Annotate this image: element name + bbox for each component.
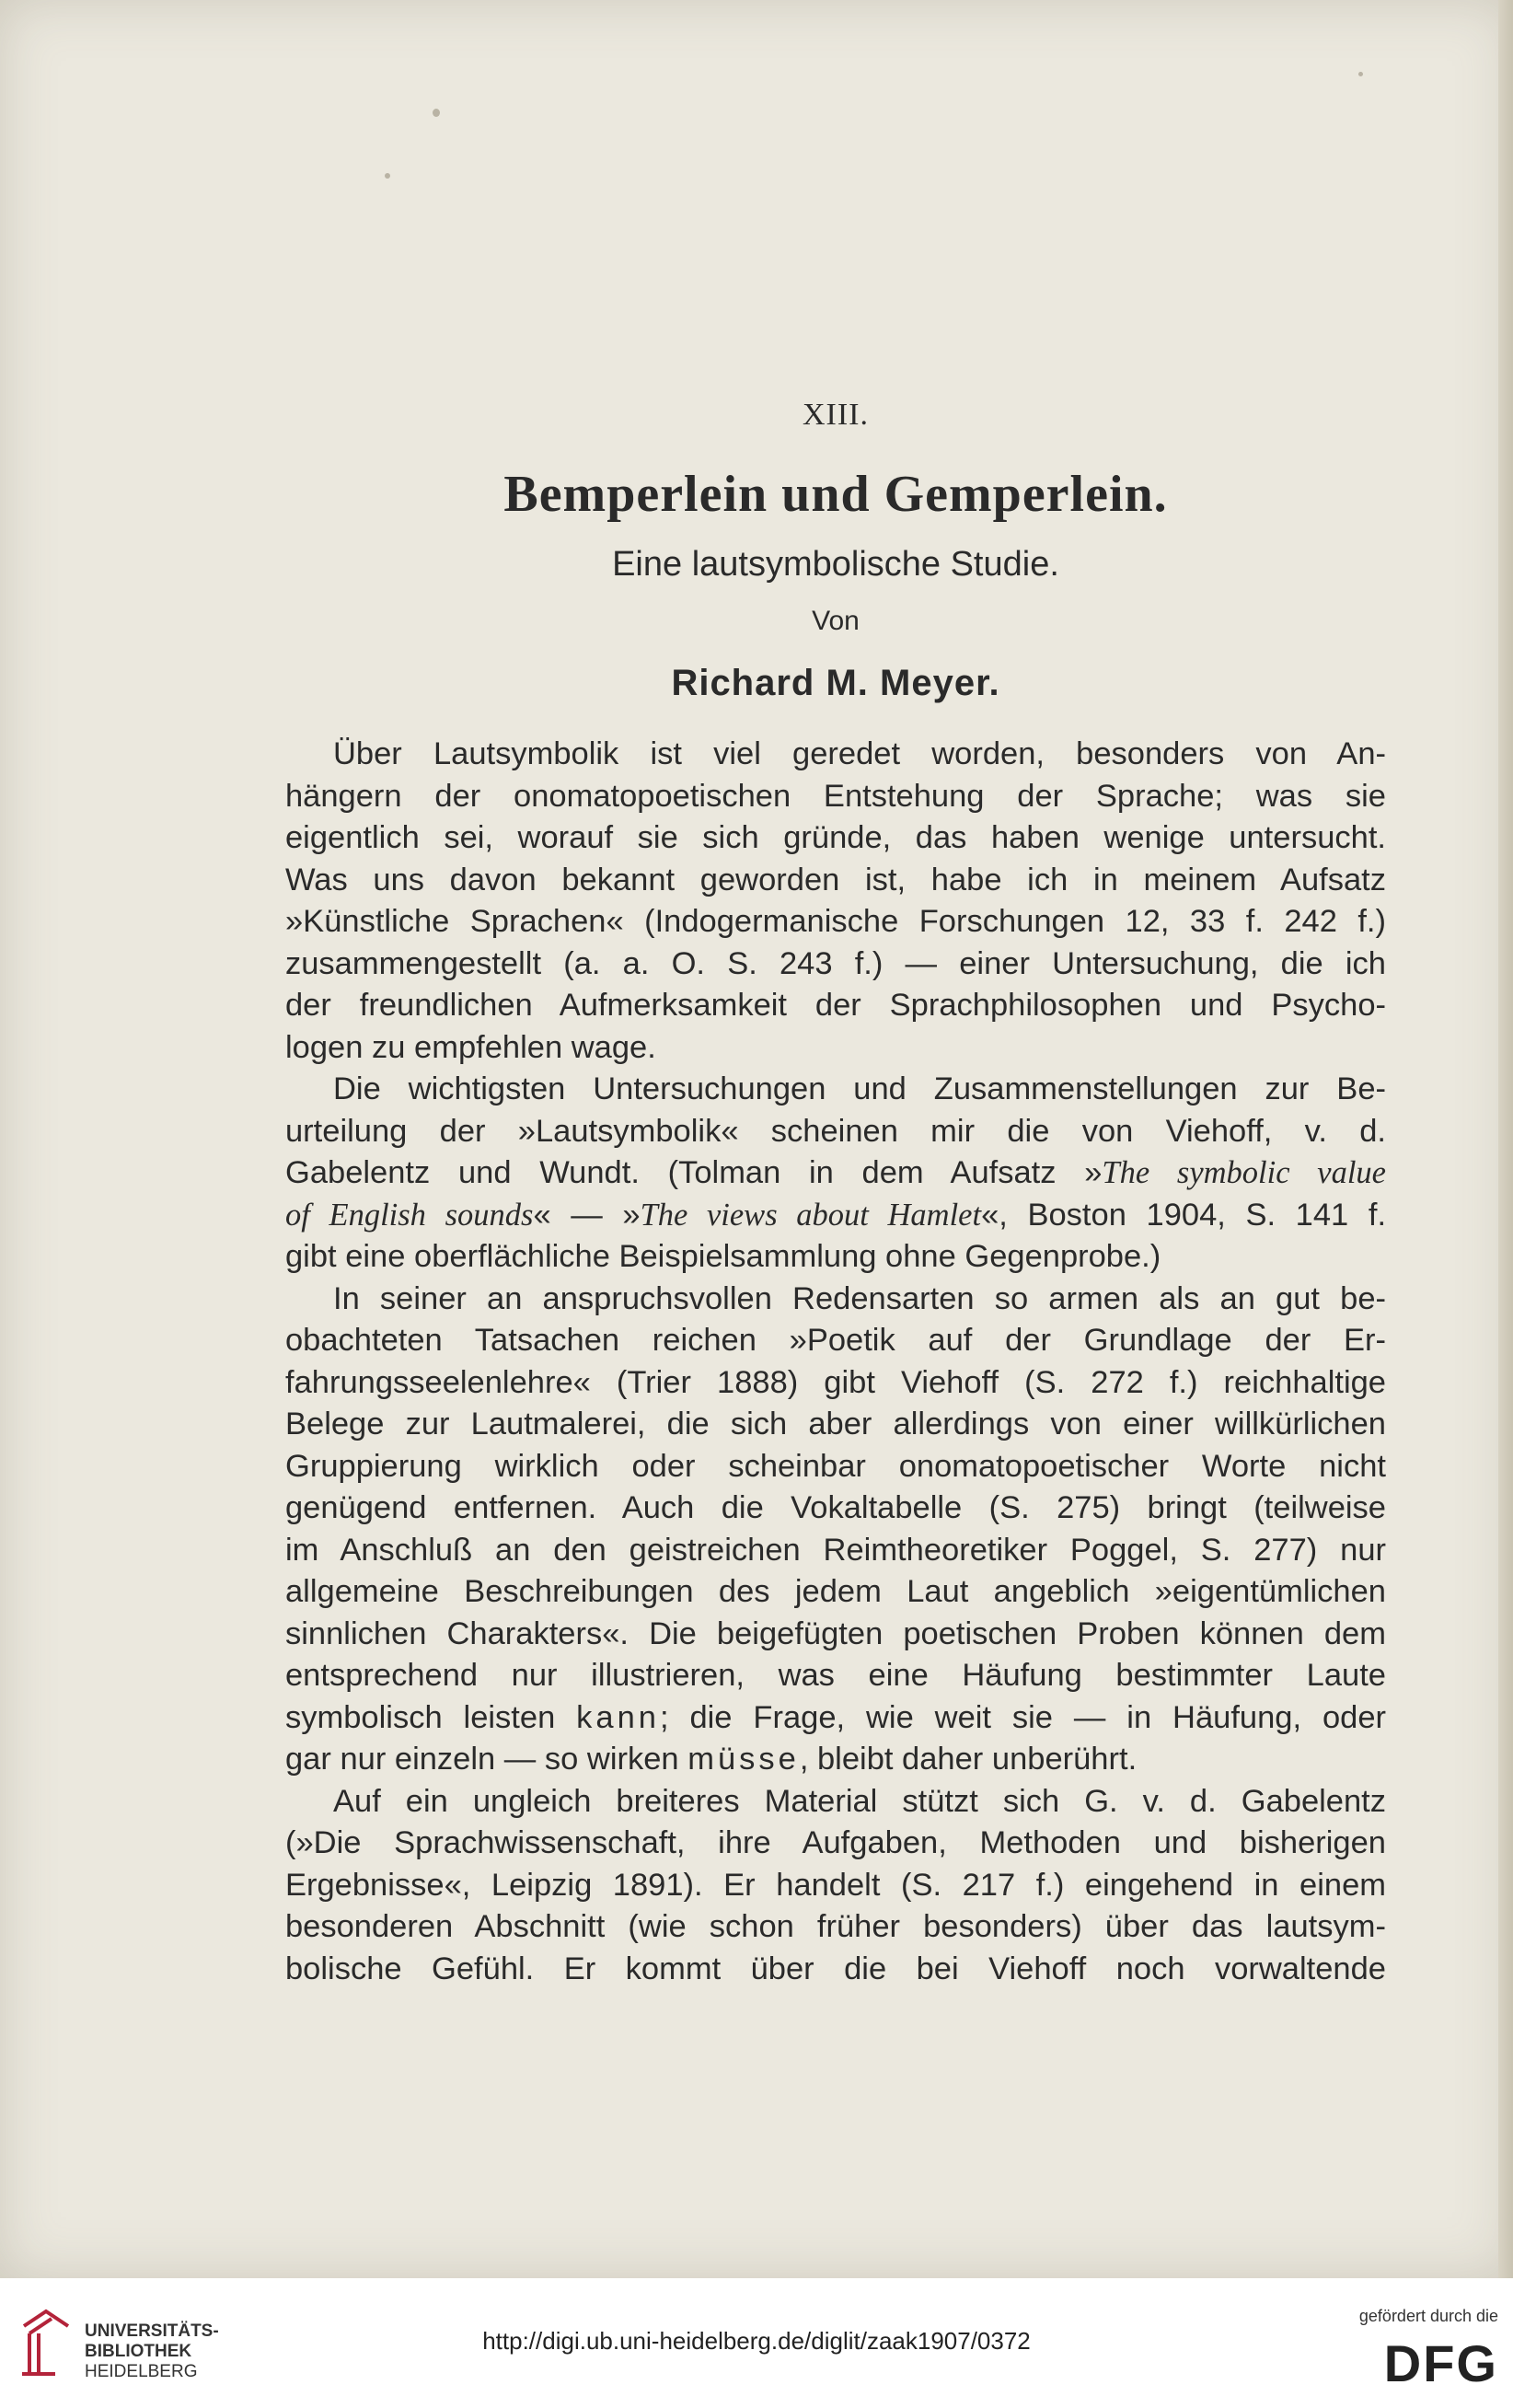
chapter-number: XIII. bbox=[802, 398, 870, 432]
body-line: gar nur einzeln — so wirken müsse, bleibt daher unberührt. bbox=[285, 1742, 1138, 1777]
body-line: symbolisch leisten kann; die Frage, wie weit sie — in Häufung, oder bbox=[285, 1699, 1386, 1735]
italic-title: The views about Hamlet bbox=[640, 1197, 982, 1233]
author-name: Richard M. Meyer. bbox=[671, 663, 1000, 703]
body-line: allgemeine Beschreibungen des jedem Laut angeblich »eigentümlichen bbox=[285, 1574, 1386, 1609]
italic-title: The symbolic value bbox=[1102, 1155, 1386, 1190]
body-line: of English sounds« — »The views about Hamlet«, Boston 1904, S. 141 f. bbox=[285, 1197, 1386, 1233]
library-name-line3: HEIDELBERG bbox=[85, 2362, 198, 2381]
body-line: sinnlichen Charakters«. Die beigefügten poetischen Proben können dem bbox=[285, 1615, 1386, 1651]
body-line: Belege zur Lautmalerei, die sich aber allerdings von einer willkürlichen bbox=[285, 1407, 1386, 1441]
body-line: »Künstliche Sprachen« (Indogermanische Forschungen 12, 33 f. 242 f.) bbox=[285, 904, 1386, 939]
body-line: zusammengestellt (a. a. O. S. 243 f.) — einer Untersuchung, die ich bbox=[285, 945, 1386, 981]
body-text bbox=[285, 734, 1386, 1990]
body-line: Gabelentz und Wundt. (Tolman in dem Aufsatz »The symbolic value bbox=[285, 1155, 1386, 1190]
body-line: obachteten Tatsachen reichen »Poetik auf der Grundlage der Er- bbox=[285, 1323, 1386, 1358]
body-line: fahrungsseelenlehre« (Trier 1888) gibt Viehoff (S. 272 f.) reichhaltige bbox=[285, 1364, 1386, 1400]
article-subtitle: Eine lautsymbolische Studie. bbox=[612, 545, 1059, 584]
body-line: logen zu empfehlen wage. bbox=[285, 1029, 656, 1065]
article-title: Bemperlein und Gemperlein. bbox=[503, 466, 1168, 523]
page-edge-shadow bbox=[1498, 0, 1513, 2278]
paper-speck bbox=[1358, 72, 1363, 76]
body-line: Ergebnisse«, Leipzig 1891). Er handelt (S. 217 f.) eingehend in einem bbox=[285, 1867, 1386, 1903]
library-name-line2: BIBLIOTHEK bbox=[85, 2342, 192, 2361]
body-line: besonderen Abschnitt (wie schon früher besonders) über das lautsym- bbox=[285, 1909, 1386, 1944]
body-line: hängern der onomatopoetischen Entstehung der Sprache; was sie bbox=[285, 778, 1386, 814]
body-line: Über Lautsymbolik ist viel geredet worden, besonders von An- bbox=[333, 736, 1386, 771]
body-line: (»Die Sprachwissenschaft, ihre Aufgaben, Methoden und bisherigen bbox=[285, 1825, 1386, 1860]
paper-speck bbox=[433, 109, 440, 117]
library-name-line1: UNIVERSITÄTS- bbox=[85, 2321, 219, 2341]
body-line: im Anschluß an den geistreichen Reimtheoretiker Poggel, S. 277) nur bbox=[285, 1532, 1386, 1568]
spaced-emphasis: kann bbox=[576, 1699, 660, 1735]
byline: Von bbox=[812, 606, 860, 636]
body-line: entsprechend nur illustrieren, was eine Häufung bestimmter Laute bbox=[285, 1658, 1386, 1693]
spaced-emphasis: müsse bbox=[687, 1742, 800, 1777]
funding-note: gefördert durch die bbox=[1358, 2307, 1498, 2325]
dfg-logo-icon bbox=[1334, 2333, 1500, 2389]
body-line: gibt eine oberflächliche Beispielsammlung ohne Gegenprobe.) bbox=[285, 1239, 1161, 1274]
body-line: der freundlichen Aufmerksamkeit der Sprachphilosophen und Psycho- bbox=[285, 988, 1386, 1023]
body-line: In seiner an anspruchsvollen Redensarten so armen als an gut be- bbox=[333, 1280, 1386, 1316]
paper-speck bbox=[385, 173, 390, 179]
dfg-logo-text: DFG bbox=[1383, 2334, 1498, 2389]
body-line: urteilung der »Lautsymbolik« scheinen mir die von Viehoff, v. d. bbox=[285, 1113, 1386, 1149]
body-line: bolische Gefühl. Er kommt über die bei Viehoff noch vorwaltende bbox=[285, 1951, 1386, 1986]
body-line: Auf ein ungleich breiteres Material stützt sich G. v. d. Gabelentz bbox=[333, 1783, 1386, 1819]
permalink-url[interactable]: http://digi.ub.uni-heidelberg.de/diglit/zaak1907/0372 bbox=[482, 2327, 1031, 2355]
body-line: Die wichtigsten Untersuchungen und Zusammenstellungen zur Be- bbox=[333, 1071, 1386, 1106]
italic-title: of English sounds bbox=[285, 1197, 534, 1233]
body-line: Was uns davon bekannt geworden ist, habe ich in meinem Aufsatz bbox=[285, 862, 1386, 897]
body-line: Gruppierung wirklich oder scheinbar onomatopoetischer Worte nicht bbox=[285, 1448, 1386, 1484]
body-line: eigentlich sei, worauf sie sich gründe, das haben wenige untersucht. bbox=[285, 820, 1386, 855]
body-line: genügend entfernen. Auch die Vokaltabelle (S. 275) bringt (teilweise bbox=[285, 1490, 1386, 1525]
